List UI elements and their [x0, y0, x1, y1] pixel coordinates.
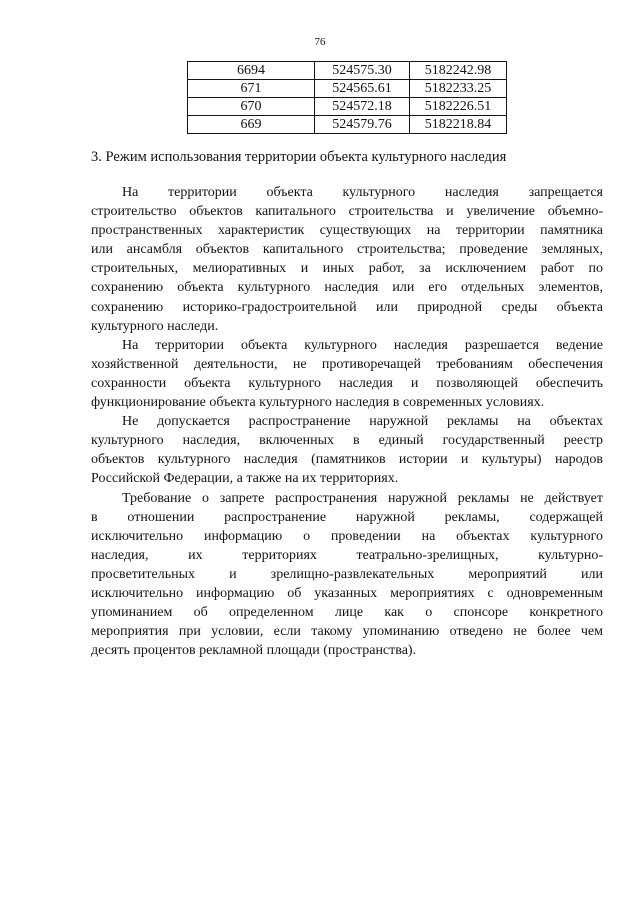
paragraph-2-line: На территории объекта культурного наследия разрешается ведение	[122, 337, 603, 353]
paragraph-3-line: Российской Федерации, а также на их территориях.	[91, 471, 399, 487]
table-cell-y: 5182233.25	[410, 80, 507, 98]
body-text	[91, 183, 603, 660]
paragraph-3-line: культурного наследия, включенных в единый государственный реестр	[91, 433, 603, 449]
table-cell-y: 5182242.98	[410, 62, 507, 80]
paragraph-4-line: упоминанием об определенном лице как о спонсоре конкретного	[91, 605, 603, 621]
paragraph-1-line: строительство объектов капитального строительства и увеличение объемно-	[91, 204, 603, 220]
table-cell-point: 669	[188, 116, 315, 134]
table-row	[188, 80, 507, 98]
paragraph-1-line: сохранению объекта культурного наследия или его отдельных элементов,	[91, 280, 603, 296]
table-cell-x: 524565.61	[315, 80, 410, 98]
paragraph-4-line: в отношении распространение наружной рекламы, содержащей	[91, 509, 603, 525]
table-row	[188, 116, 507, 134]
page-number: 76	[314, 36, 326, 48]
paragraph-2-line: сохранности объекта культурного наследия и позволяющей обеспечить	[91, 375, 603, 391]
paragraph-1-line: сохранению историко-градостроительной или природной среды объекта	[91, 299, 603, 315]
table-cell-x: 524575.30	[315, 62, 410, 80]
table-cell-y: 5182218.84	[410, 116, 507, 134]
table-cell-point: 671	[188, 80, 315, 98]
coordinates-table	[187, 61, 507, 134]
paragraph-4-line: Требование о запрете распространения наружной рекламы не действует	[122, 490, 603, 506]
paragraph-1-line: На территории объекта культурного наследия запрещается	[122, 185, 603, 200]
paragraph-3-line: Не допускается распространение наружной рекламы на объектах	[122, 414, 603, 430]
paragraph-4-line: наследия, их территориях театрально-зрелищных, культурно-	[91, 547, 603, 563]
paragraph-2-line: функционирование объекта культурного наследия в современных условиях.	[91, 395, 545, 411]
paragraph-1-line: культурного наследи.	[91, 318, 219, 334]
paragraph-4-line: исключительно информацию о проведении на объектах культурного	[91, 528, 603, 544]
paragraph-4-line: десять процентов рекламной площади (пространства).	[91, 643, 417, 659]
table-row	[188, 62, 507, 80]
paragraph-1-line: строительных, мелиоративных и иных работ, за исключением работ по	[91, 261, 603, 277]
table-row	[188, 98, 507, 116]
table-cell-y: 5182226.51	[410, 98, 507, 116]
paragraph-2-line: хозяйственной деятельности, не противоречащей требованиям обеспечения	[91, 356, 603, 372]
paragraph-1-line: пространственных характеристик существующих на территории памятника	[91, 223, 603, 239]
paragraph-4-line: просветительных и зрелищно-развлекательных мероприятий или	[91, 566, 603, 582]
table-cell-point: 6694	[188, 62, 315, 80]
paragraph-1-line: или ансамбля объектов капитального строительства; проведение земляных,	[91, 242, 603, 258]
table-cell-point: 670	[188, 98, 315, 116]
table-cell-x: 524579.76	[315, 116, 410, 134]
table-cell-x: 524572.18	[315, 98, 410, 116]
section-heading: 3. Режим использования территории объекта культурного наследия	[91, 149, 507, 165]
paragraph-4-line: исключительно информацию об указанных мероприятиях с одновременным	[91, 585, 603, 601]
paragraph-3-line: объектов культурного наследия (памятников истории и культуры) народов	[91, 452, 603, 468]
paragraph-4-line: мероприятия при условии, если такому упоминанию отведено не более чем	[91, 624, 603, 640]
